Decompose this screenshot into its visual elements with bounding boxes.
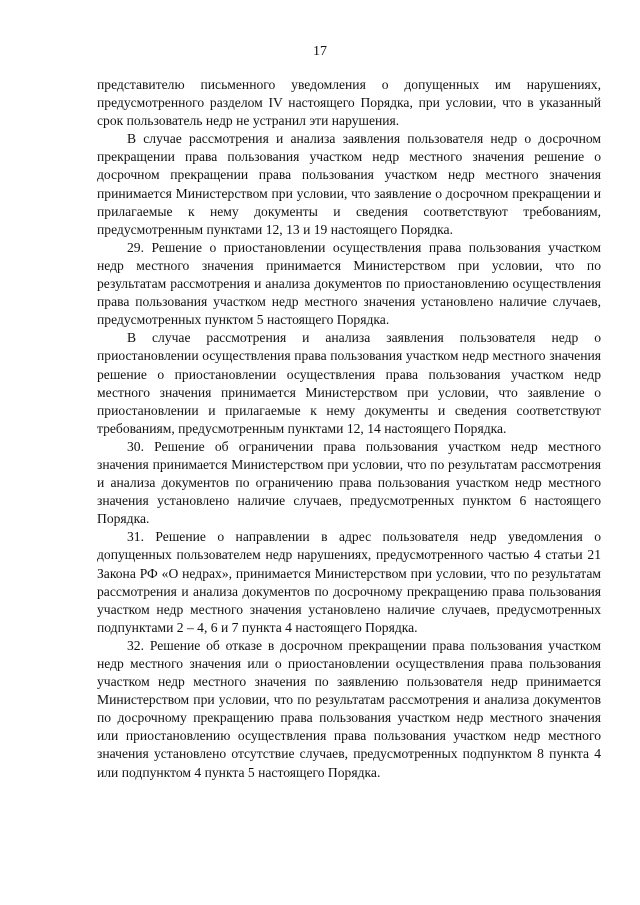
paragraph-29-suspension: 29. Решение о приостановлении осуществления права пользования участком недр местного значения принимается Министерством при условии, что по результатам рассмотрения и анализа документов по приостановлению осуществления права пользования участком недр местного значения установлено наличие случаев, предусмотренных пунктом 5 настоящего Порядка. xyxy=(97,239,601,328)
paragraph-32-refusal: 32. Решение об отказе в досрочном прекращении права пользования участком недр местного значения или о приостановлении осуществления права пользования участком недр местного значения по заявлению пользователя недр принимается Министерством при условии, что по результатам рассмотрения и анализа документов по досрочному прекращению права пользования участком недр местного значения или приостановлению осуществления права пользования участком недр местного значения установлено отсутствие случаев, предусмотренных подпунктом 8 пункта 4 или подпунктом 4 пункта 5 настоящего Порядка. xyxy=(97,637,601,780)
document-body xyxy=(97,76,601,782)
page-number: 17 xyxy=(313,44,327,59)
paragraph-continuation: представителю письменного уведомления о допущенных им нарушениях, предусмотренного разделом IV настоящего Порядка, при условии, что в указанный срок пользователь недр не устранил эти нарушения. xyxy=(97,77,601,129)
paragraph-early-termination-application: В случае рассмотрения и анализа заявления пользователя недр о досрочном прекращении права пользования участком недр местного значения решение о досрочном прекращении права пользования участком недр местного значения принимается Министерством при условии, что заявление о досрочном прекращении и прилагаемые к нему документы и сведения соответствуют требованиям, предусмотренным пунктами 12, 13 и 19 настоящего Порядка. xyxy=(97,131,601,237)
paragraph-31-notification: 31. Решение о направлении в адрес пользователя недр уведомления о допущенных пользователем недр нарушениях, предусмотренного частью 4 статьи 21 Закона РФ «О недрах», принимается Министерством при условии, что по результатам рассмотрения и анализа документов по досрочному прекращению права пользования участком недр местного значения установлено наличие случаев, предусмотренных подпунктами 2 – 4, 6 и 7 пункта 4 настоящего Порядка. xyxy=(97,529,601,635)
paragraph-suspension-application: В случае рассмотрения и анализа заявления пользователя недр о приостановлении осуществления права пользования участком недр местного значения решение о приостановлении осуществления права пользования участком недр местного значения принимается Министерством при условии, что заявление о приостановлении и прилагаемые к нему документы и сведения соответствуют требованиям, предусмотренным пунктами 12, 14 настоящего Порядка. xyxy=(97,330,601,436)
paragraph-30-restriction: 30. Решение об ограничении права пользования участком недр местного значения принимается Министерством при условии, что по результатам рассмотрения и анализа документов по ограничению права пользования участком недр местного значения установлено наличие случаев, предусмотренных пунктом 6 настоящего Порядка. xyxy=(97,438,601,527)
